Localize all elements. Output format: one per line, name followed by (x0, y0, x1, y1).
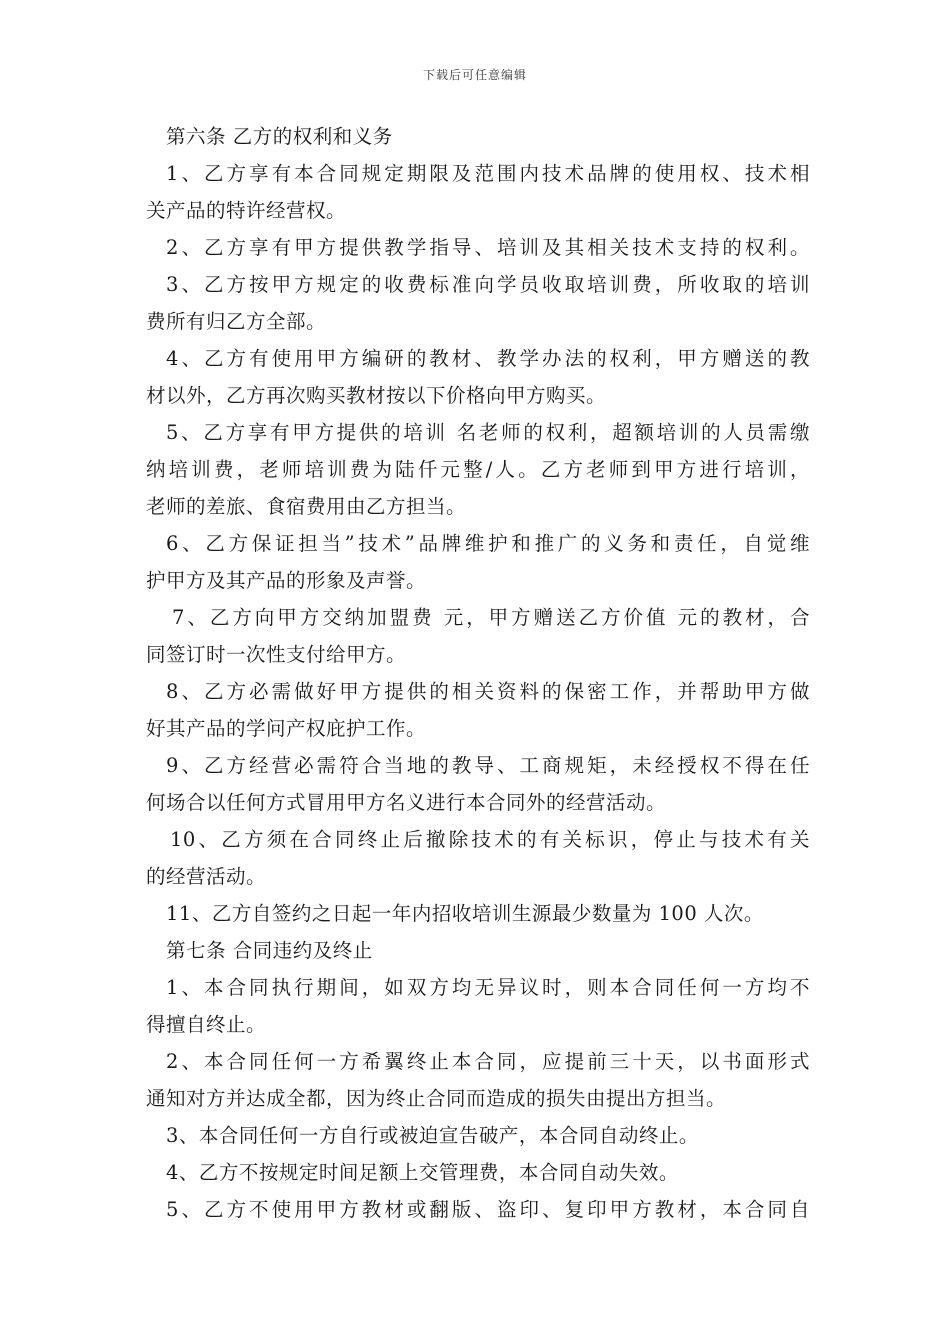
section-heading: 第七条 合同违约及终止 (166, 939, 373, 962)
paragraph-line: 同签订时一次性支付给甲方。 (146, 643, 407, 666)
paragraph-line: 4、乙方不按规定时间足额上交管理费，本合同自动失效。 (166, 1161, 679, 1184)
paragraph-line: 3、本合同任何一方自行或被迫宣告破产，本合同自动终止。 (166, 1124, 699, 1147)
paragraph-line: 2、乙方享有甲方提供教学指导、培训及其相关技术支持的权利。 (166, 236, 810, 259)
paragraph-line: 护甲方及其产品的形象及声誉。 (146, 569, 427, 592)
paragraph-line: 4、乙方有使用甲方编研的教材、教学办法的权利，甲方赠送的教 (166, 347, 810, 370)
paragraph-line: 3、乙方按甲方规定的收费标准向学员收取培训费，所收取的培训 (166, 273, 810, 296)
paragraph-line: 5、乙方享有甲方提供的培训 名老师的权利，超额培训的人员需缴 (166, 421, 810, 444)
paragraph-line: 8、乙方必需做好甲方提供的相关资料的保密工作，并帮助甲方做 (166, 680, 810, 703)
paragraph-line: 费所有归乙方全部。 (146, 310, 327, 333)
paragraph-line: 老师的差旅、食宿费用由乙方担当。 (146, 495, 467, 518)
paragraph-line: 1、本合同执行期间，如双方均无异议时，则本合同任何一方均不 (166, 976, 810, 999)
section-heading: 第六条 乙方的权利和义务 (166, 125, 393, 148)
paragraph-line: 5、乙方不使用甲方教材或翻版、盗印、复印甲方教材，本合同自 (166, 1198, 810, 1221)
paragraph-line: 何场合以任何方式冒用甲方名义进行本合同外的经营活动。 (146, 791, 667, 814)
paragraph-line: 的经营活动。 (146, 865, 267, 888)
paragraph-line: 7、乙方向甲方交纳加盟费 元，甲方赠送乙方价值 元的教材，合 (172, 606, 810, 629)
paragraph-line: 1、乙方享有本合同规定期限及范围内技术品牌的使用权、技术相 (166, 162, 810, 185)
paragraph-line: 10、乙方须在合同终止后撤除技术的有关标识，停止与技术有关 (170, 828, 810, 851)
paragraph-line: 纳培训费，老师培训费为陆仟元整/人。乙方老师到甲方进行培训， (146, 458, 810, 481)
paragraph-line: 得擅自终止。 (146, 1013, 267, 1036)
document-body (146, 118, 810, 1228)
paragraph-line: 9、乙方经营必需符合当地的教导、工商规矩，未经授权不得在任 (166, 754, 810, 777)
paragraph-line: 通知对方并达成全都，因为终止合同而造成的损失由提出方担当。 (146, 1087, 727, 1110)
paragraph-line: 好其产品的学问产权庇护工作。 (146, 717, 427, 740)
header-note: 下载后可任意编辑 (422, 68, 527, 82)
paragraph-line: 11、乙方自签约之日起一年内招收培训生源最少数量为 100 人次。 (166, 902, 764, 925)
paragraph-line: 2、本合同任何一方希翼终止本合同，应提前三十天，以书面形式 (166, 1050, 810, 1073)
paragraph-line: 6、乙方保证担当”技术”品牌维护和推广的义务和责任，自觉维 (166, 532, 810, 555)
paragraph-line: 材以外，乙方再次购买教材按以下价格向甲方购买。 (146, 384, 607, 407)
paragraph-line: 关产品的特许经营权。 (146, 199, 347, 222)
